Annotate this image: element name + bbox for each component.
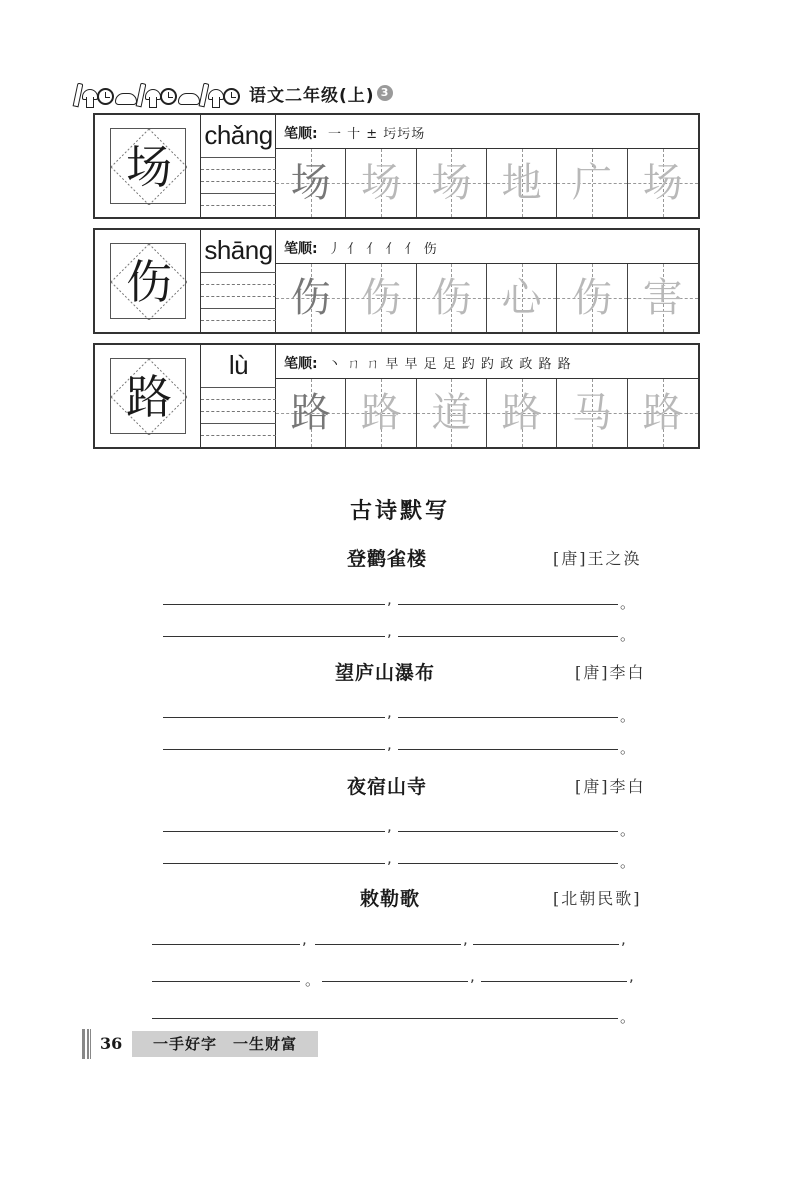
tracing-cell[interactable]	[417, 149, 487, 217]
tracing-cell[interactable]	[557, 149, 627, 217]
stroke-order-sequence: 丿 亻 亻 亻 亻 伤	[328, 242, 438, 257]
stroke-order-sequence: 丶 ㄇ ㄇ 早 早 足 足 趵 趵 政 政 路 路	[328, 357, 572, 372]
practice-row	[93, 113, 700, 219]
model-char: 伤	[126, 255, 172, 309]
pinyin-text: chǎng	[204, 120, 273, 150]
page-number: 36	[100, 1034, 123, 1053]
period-mark: 。	[620, 594, 636, 612]
tracing-char: 害	[642, 275, 683, 321]
answer-blank[interactable]	[152, 1018, 618, 1019]
pinyin-cell	[201, 115, 276, 217]
tracing-cell[interactable]	[628, 379, 698, 447]
clock-icon	[97, 88, 114, 105]
answer-blank[interactable]	[163, 749, 385, 750]
answer-blank[interactable]	[322, 981, 468, 982]
model-char: 路	[126, 370, 172, 424]
stroke-order-label: 笔顺:	[284, 241, 318, 257]
header-decoration	[75, 79, 241, 107]
poem-author: [唐]李白	[575, 663, 646, 682]
tracing-cell[interactable]	[487, 264, 557, 332]
answer-blank[interactable]	[152, 944, 300, 945]
tracing-cell[interactable]	[346, 379, 416, 447]
tracing-char: 伤	[571, 275, 612, 321]
pinyin-cell	[201, 345, 276, 447]
poem-title: 夜宿山寺	[347, 776, 428, 798]
answer-blank[interactable]	[315, 944, 461, 945]
tracing-char: 场	[360, 160, 401, 206]
tracing-char: 马	[571, 390, 612, 436]
stroke-order-sequence: 一 十 ± 圬圬场	[328, 127, 426, 142]
answer-blank[interactable]	[398, 636, 618, 637]
comma-mark: ,	[302, 930, 307, 948]
answer-blank[interactable]	[398, 717, 618, 718]
pinyin-cell	[201, 230, 276, 332]
period-mark: 。	[305, 971, 321, 989]
stroke-order-bar	[276, 345, 698, 379]
cloud-icon	[178, 93, 200, 105]
clock-icon	[223, 88, 240, 105]
answer-blank[interactable]	[398, 831, 618, 832]
tracing-char: 场	[642, 160, 683, 206]
tracing-cell[interactable]	[628, 264, 698, 332]
comma-mark: ,	[629, 967, 634, 985]
tracing-grid	[276, 149, 698, 217]
tracing-grid	[276, 264, 698, 332]
model-char-cell	[95, 115, 201, 217]
answer-blank[interactable]	[163, 636, 385, 637]
stroke-order-bar	[276, 115, 698, 149]
period-mark: 。	[620, 626, 636, 644]
tracing-cell[interactable]	[628, 149, 698, 217]
book-title: 语文二年级(上)	[249, 85, 375, 106]
tracing-cell[interactable]	[346, 264, 416, 332]
tracing-char: 广	[571, 160, 612, 206]
period-mark: 。	[620, 739, 636, 757]
answer-blank[interactable]	[163, 831, 385, 832]
cloud-icon	[115, 93, 137, 105]
period-mark: 。	[620, 1008, 636, 1026]
mushroom-icon	[208, 89, 222, 107]
chapter-number-badge: 3	[377, 85, 393, 101]
tracing-char: 伤	[431, 275, 472, 321]
comma-mark: ,	[470, 967, 475, 985]
comma-mark: ,	[387, 817, 392, 835]
comma-mark: ,	[387, 590, 392, 608]
comma-mark: ,	[387, 622, 392, 640]
tracing-cell[interactable]	[557, 379, 627, 447]
comma-mark: ,	[387, 849, 392, 867]
answer-blank[interactable]	[481, 981, 627, 982]
comma-mark: ,	[387, 735, 392, 753]
answer-blank[interactable]	[398, 863, 618, 864]
poem-author: [北朝民歌]	[553, 889, 642, 908]
tracing-cell[interactable]	[417, 379, 487, 447]
rice-grid-box	[110, 128, 186, 204]
answer-blank[interactable]	[398, 604, 618, 605]
tracing-char: 场	[290, 160, 331, 206]
tracing-char: 路	[642, 390, 683, 436]
poem-author: [唐]王之涣	[553, 549, 642, 568]
stroke-order-label: 笔顺:	[284, 126, 318, 142]
practice-row	[93, 343, 700, 449]
model-char-cell	[95, 230, 201, 332]
answer-blank[interactable]	[152, 981, 300, 982]
tracing-char: 场	[431, 160, 472, 206]
mushroom-icon	[82, 89, 96, 107]
tracing-char: 心	[501, 275, 542, 321]
tracing-cell[interactable]	[276, 379, 346, 447]
tracing-cell[interactable]	[276, 149, 346, 217]
tracing-grid	[276, 379, 698, 447]
comma-mark: ,	[387, 703, 392, 721]
tracing-char: 伤	[360, 275, 401, 321]
tracing-cell[interactable]	[346, 149, 416, 217]
period-mark: 。	[620, 853, 636, 871]
tracing-cell[interactable]	[417, 264, 487, 332]
practice-row	[93, 228, 700, 334]
page-header	[75, 76, 393, 110]
pinyin-text: shāng	[204, 235, 273, 265]
poem-title: 登鹳雀楼	[347, 548, 428, 570]
answer-blank[interactable]	[163, 604, 385, 605]
answer-blank[interactable]	[163, 863, 385, 864]
tracing-char: 路	[360, 390, 401, 436]
footer-bars	[82, 1029, 92, 1059]
answer-blank[interactable]	[398, 749, 618, 750]
comma-mark: ,	[463, 930, 468, 948]
period-mark: 。	[620, 821, 636, 839]
model-char-cell	[95, 345, 201, 447]
poem-title: 敕勒歌	[360, 888, 421, 910]
tracing-char: 道	[431, 390, 472, 436]
tracing-cell[interactable]	[487, 149, 557, 217]
answer-blank[interactable]	[163, 717, 385, 718]
poem-title: 望庐山瀑布	[335, 662, 436, 684]
tracing-cell[interactable]	[487, 379, 557, 447]
rice-grid-box	[110, 358, 186, 434]
tracing-cell[interactable]	[557, 264, 627, 332]
model-char: 场	[126, 140, 172, 194]
section-title: 古诗默写	[349, 499, 450, 524]
tracing-char: 伤	[290, 275, 331, 321]
period-mark: 。	[620, 707, 636, 725]
clock-icon	[160, 88, 177, 105]
poem-author: [唐]李白	[575, 777, 646, 796]
answer-blank[interactable]	[473, 944, 619, 945]
tracing-char: 路	[501, 390, 542, 436]
tracing-char: 路	[290, 390, 331, 436]
pinyin-text: lù	[228, 350, 249, 380]
rice-grid-box	[110, 243, 186, 319]
tracing-cell[interactable]	[276, 264, 346, 332]
footer-slogan: 一手好字 一生财富	[132, 1031, 318, 1057]
stroke-order-label: 笔顺:	[284, 356, 318, 372]
stroke-order-bar	[276, 230, 698, 264]
mushroom-icon	[145, 89, 159, 107]
tracing-char: 地	[501, 160, 542, 206]
comma-mark: ,	[621, 930, 626, 948]
